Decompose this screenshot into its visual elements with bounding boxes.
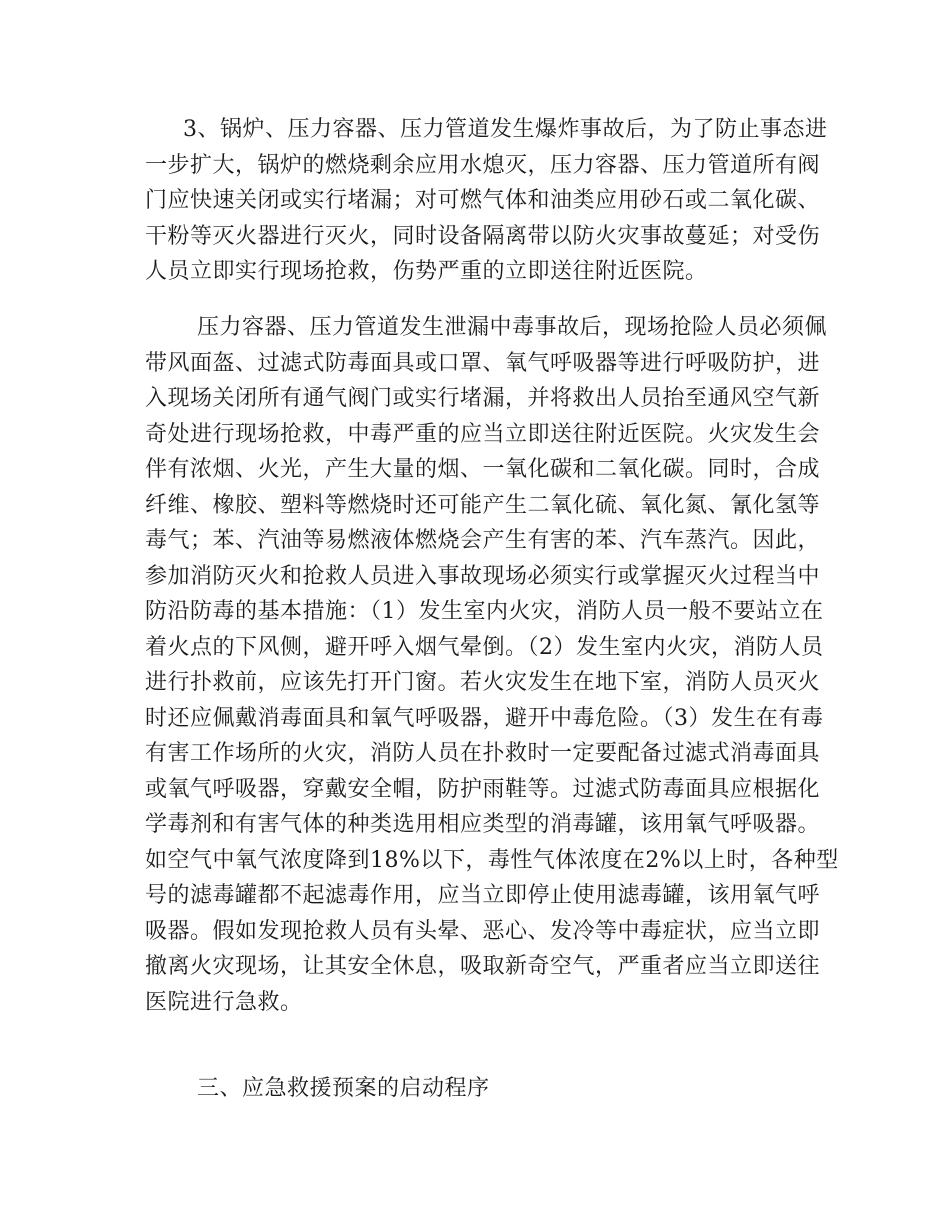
text-line: 纤维、橡胶、塑料等燃烧时还可能产生二氧化硫、氧化氮、氰化氢等 [145, 492, 821, 518]
text-line: 带风面盔、过滤式防毒面具或口罩、氧气呼吸器等进行呼吸防护，进 [145, 350, 821, 376]
text-line: 门应快速关闭或实行堵漏；对可燃气体和油类应用砂石或二氧化碳、 [145, 188, 821, 213]
text-line: 奇处进行现场抢救，中毒严重的应当立即送往附近医院。火灾发生会 [145, 421, 821, 447]
paragraph-leak-poisoning [145, 310, 839, 1020]
text-line: 学毒剂和有害气体的种类选用相应类型的消毒罐，该用氧气呼吸器。 [145, 812, 821, 837]
text-line: 时还应佩戴消毒面具和氧气呼吸器，避开中毒危险。（3）发生在有毒 [145, 705, 824, 731]
text-line: 号的滤毒罐都不起滤毒作用，应当立即停止使用滤毒罐，该用氧气呼 [145, 883, 821, 908]
text-line: 人员立即实行现场抢救，伤势严重的立即送往附近医院。 [145, 259, 708, 284]
text-line: 一步扩大，锅炉的燃烧剩余应用水熄灭，压力容器、压力管道所有阀 [145, 152, 821, 178]
text-line: 3、锅炉、压力容器、压力管道发生爆炸事故后，为了防止事态进 [183, 117, 828, 142]
text-line: 进行扑救前，应该先打开门窗。若火灾发生在地下室，消防人员灭火 [145, 670, 821, 695]
text-line: 医院进行急救。 [145, 989, 303, 1015]
text-line: 伴有浓烟、火光，产生大量的烟、一氧化碳和二氧化碳。同时，合成 [145, 457, 821, 482]
section-heading-text: 三、应急救援预案的启动程序 [197, 1076, 490, 1101]
paragraph-boiler-explosion [145, 112, 828, 290]
text-line: 参加消防灭火和抢救人员进入事故现场必须实行或掌握灭火过程当中 [145, 563, 821, 589]
text-line: 着火点的下风侧，避开呼入烟气晕倒。（2）发生室内火灾，消防人员 [145, 634, 824, 660]
text-line: 吸器。假如发现抢救人员有头晕、恶心、发冷等中毒症状，应当立即 [145, 918, 821, 944]
text-line: 入现场关闭所有通气阀门或实行堵漏，并将救出人员抬至通风空气新 [145, 386, 821, 411]
text-line: 撤离火灾现场，让其安全休息，吸取新奇空气，严重者应当立即送往 [145, 954, 821, 979]
text-line: 压力容器、压力管道发生泄漏中毒事故后，现场抢险人员必须佩 [197, 315, 828, 340]
text-line: 如空气中氧气浓度降到18%以下，毒性气体浓度在2%以上时，各种型 [145, 847, 839, 873]
text-line: 干粉等灭火器进行灭火，同时设备隔离带以防火灾事故蔓延；对受伤 [145, 223, 821, 249]
section-heading-startup-procedure [145, 1071, 815, 1107]
text-line: 防沿防毒的基本措施：（1）发生室内火灾，消防人员一般不要站立在 [145, 599, 824, 624]
text-line: 或氧气呼吸器，穿戴安全帽，防护雨鞋等。过滤式防毒面具应根据化 [145, 776, 821, 802]
text-line: 有害工作场所的火灾，消防人员在扑救时一定要配备过滤式消毒面具 [145, 741, 821, 766]
text-line: 毒气；苯、汽油等易燃液体燃烧会产生有害的苯、汽车蒸汽。因此， [145, 528, 821, 553]
